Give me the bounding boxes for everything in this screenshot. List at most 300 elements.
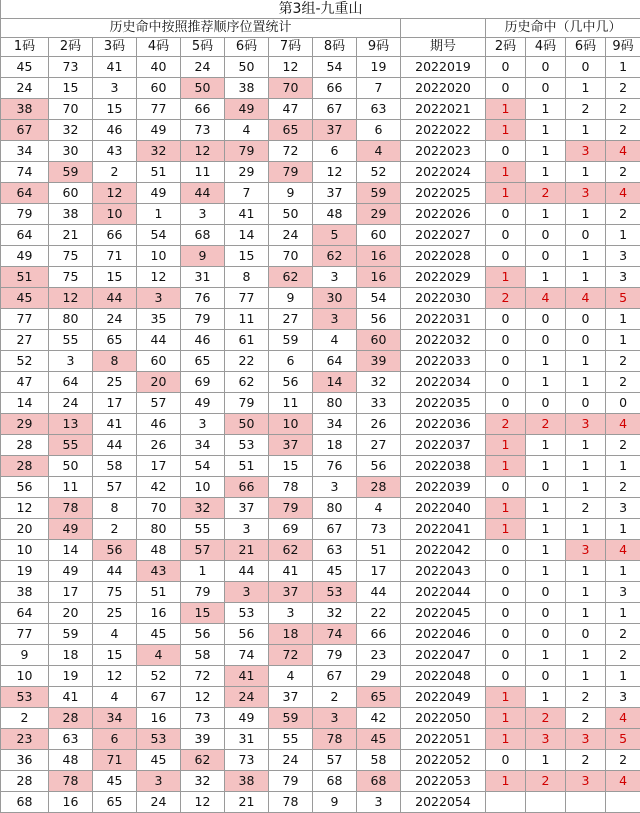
hit-count-cell: 1: [566, 645, 606, 666]
hit-count-cell: 2: [606, 120, 640, 141]
hit-count-cell: 1: [486, 771, 526, 792]
number-cell: 24: [181, 57, 225, 78]
hit-count-cell: [606, 792, 640, 813]
table-row: [1, 78, 640, 99]
number-cell: 78: [49, 498, 93, 519]
number-cell: 57: [93, 477, 137, 498]
hit-count-cell: 0: [526, 582, 566, 603]
hit-count-cell: 3: [606, 498, 640, 519]
hit-count-cell: 1: [606, 666, 640, 687]
hit-count-cell: 1: [486, 729, 526, 750]
number-cell: 12: [49, 288, 93, 309]
number-cell: 17: [49, 582, 93, 603]
hit-count-cell: 4: [606, 141, 640, 162]
number-cell: 44: [357, 582, 401, 603]
number-cell: 40: [137, 57, 181, 78]
number-cell: 33: [357, 393, 401, 414]
hit-count-cell: 0: [526, 57, 566, 78]
blank-header-cell: [401, 19, 486, 38]
hit-count-cell: 1: [526, 498, 566, 519]
hit-count-cell: 1: [566, 435, 606, 456]
number-cell: 63: [357, 99, 401, 120]
number-cell: 60: [137, 78, 181, 99]
number-cell: 45: [1, 288, 49, 309]
period-cell: 2022050: [401, 708, 486, 729]
number-cell: 13: [49, 414, 93, 435]
period-cell: 2022035: [401, 393, 486, 414]
number-cell: 12: [181, 687, 225, 708]
period-cell: 2022019: [401, 57, 486, 78]
hit-count-cell: 1: [526, 540, 566, 561]
hit-count-cell: 1: [526, 687, 566, 708]
number-cell: 11: [225, 309, 269, 330]
number-cell: 79: [313, 645, 357, 666]
hit-count-cell: 2: [606, 99, 640, 120]
number-cell: 32: [137, 141, 181, 162]
hit-count-cell: 1: [486, 456, 526, 477]
number-cell: 27: [1, 330, 49, 351]
number-cell: 44: [93, 435, 137, 456]
column-header: 3码: [93, 38, 137, 57]
number-cell: 50: [225, 414, 269, 435]
number-cell: 48: [137, 540, 181, 561]
hit-count-cell: 1: [566, 351, 606, 372]
number-cell: 34: [93, 708, 137, 729]
number-cell: 59: [269, 330, 313, 351]
column-header: 5码: [181, 38, 225, 57]
table-row: [1, 582, 640, 603]
number-cell: 44: [93, 288, 137, 309]
number-cell: 5: [313, 225, 357, 246]
table-row: [1, 498, 640, 519]
number-cell: 72: [181, 666, 225, 687]
hit-count-cell: 1: [566, 204, 606, 225]
hit-count-cell: 3: [606, 246, 640, 267]
number-cell: 3: [225, 582, 269, 603]
number-cell: 24: [269, 750, 313, 771]
number-cell: 14: [225, 225, 269, 246]
number-cell: 22: [357, 603, 401, 624]
number-cell: 20: [1, 519, 49, 540]
number-cell: 79: [225, 141, 269, 162]
number-cell: 8: [93, 498, 137, 519]
table-row: [1, 351, 640, 372]
number-cell: 56: [357, 456, 401, 477]
number-cell: 75: [49, 246, 93, 267]
period-cell: 2022044: [401, 582, 486, 603]
hit-count-cell: 2: [606, 435, 640, 456]
period-cell: 2022030: [401, 288, 486, 309]
number-cell: 38: [1, 582, 49, 603]
number-cell: 56: [1, 477, 49, 498]
number-cell: 26: [357, 414, 401, 435]
number-cell: 59: [49, 624, 93, 645]
number-cell: 27: [269, 309, 313, 330]
hit-count-cell: 1: [486, 519, 526, 540]
number-cell: 28: [357, 477, 401, 498]
hit-count-cell: 0: [566, 57, 606, 78]
number-cell: 67: [313, 519, 357, 540]
number-cell: 51: [137, 582, 181, 603]
number-cell: 16: [357, 267, 401, 288]
number-cell: 69: [269, 519, 313, 540]
number-cell: 80: [313, 498, 357, 519]
hit-count-cell: 1: [486, 162, 526, 183]
number-cell: 70: [137, 498, 181, 519]
period-cell: 2022051: [401, 729, 486, 750]
number-cell: 55: [181, 519, 225, 540]
period-cell: 2022048: [401, 666, 486, 687]
number-cell: 29: [357, 666, 401, 687]
hit-count-cell: 0: [486, 666, 526, 687]
number-cell: 12: [313, 162, 357, 183]
number-cell: 11: [181, 162, 225, 183]
number-cell: 20: [137, 372, 181, 393]
number-cell: 65: [357, 687, 401, 708]
number-cell: 46: [137, 414, 181, 435]
number-cell: 46: [181, 330, 225, 351]
table-row: [1, 456, 640, 477]
column-header: 4码: [526, 38, 566, 57]
period-cell: 2022047: [401, 645, 486, 666]
number-cell: 3: [137, 771, 181, 792]
table-row: [1, 372, 640, 393]
hit-count-cell: 0: [486, 141, 526, 162]
number-cell: 54: [137, 225, 181, 246]
number-cell: 3: [137, 288, 181, 309]
number-cell: 12: [137, 267, 181, 288]
number-cell: 2: [1, 708, 49, 729]
hit-count-cell: 1: [566, 267, 606, 288]
hit-count-cell: 1: [526, 750, 566, 771]
hit-count-cell: 5: [606, 288, 640, 309]
number-cell: 57: [313, 750, 357, 771]
number-cell: 53: [225, 603, 269, 624]
number-cell: 45: [137, 624, 181, 645]
number-cell: 77: [1, 624, 49, 645]
hit-count-cell: 0: [526, 246, 566, 267]
number-cell: 12: [93, 183, 137, 204]
hit-count-cell: 2: [486, 414, 526, 435]
number-cell: 54: [181, 456, 225, 477]
number-cell: 12: [93, 666, 137, 687]
number-cell: 71: [93, 246, 137, 267]
number-cell: 77: [1, 309, 49, 330]
number-cell: 53: [1, 687, 49, 708]
number-cell: 6: [269, 351, 313, 372]
number-cell: 76: [181, 288, 225, 309]
number-cell: 3: [181, 414, 225, 435]
table-row: [1, 687, 640, 708]
number-cell: 30: [313, 288, 357, 309]
hit-count-cell: 0: [526, 603, 566, 624]
number-cell: 32: [313, 603, 357, 624]
number-cell: 18: [269, 624, 313, 645]
number-cell: 21: [225, 792, 269, 813]
number-cell: 58: [93, 456, 137, 477]
table-row: [1, 141, 640, 162]
number-cell: 65: [93, 792, 137, 813]
number-cell: 44: [93, 561, 137, 582]
table-row: [1, 477, 640, 498]
number-cell: 57: [137, 393, 181, 414]
number-cell: 27: [357, 435, 401, 456]
number-cell: 41: [49, 687, 93, 708]
number-cell: 4: [93, 624, 137, 645]
number-cell: 79: [1, 204, 49, 225]
number-cell: 4: [357, 141, 401, 162]
period-cell: 2022024: [401, 162, 486, 183]
hit-count-cell: 1: [566, 246, 606, 267]
hit-count-cell: 2: [566, 498, 606, 519]
number-cell: 64: [313, 351, 357, 372]
number-cell: 32: [181, 498, 225, 519]
number-cell: 45: [137, 750, 181, 771]
number-cell: 37: [313, 120, 357, 141]
hit-count-cell: 3: [566, 540, 606, 561]
number-cell: 6: [313, 141, 357, 162]
period-cell: 2022029: [401, 267, 486, 288]
table-row: [1, 99, 640, 120]
number-cell: 10: [269, 414, 313, 435]
hit-count-cell: 3: [566, 771, 606, 792]
number-cell: 10: [181, 477, 225, 498]
number-cell: 59: [357, 183, 401, 204]
hit-count-cell: 1: [486, 708, 526, 729]
number-cell: 65: [93, 330, 137, 351]
number-cell: 58: [357, 750, 401, 771]
hit-count-cell: 4: [606, 708, 640, 729]
number-cell: 9: [313, 792, 357, 813]
number-cell: 68: [181, 225, 225, 246]
number-cell: 59: [269, 708, 313, 729]
table-row: [1, 540, 640, 561]
table-row: [1, 288, 640, 309]
number-cell: 55: [49, 330, 93, 351]
number-cell: 29: [357, 204, 401, 225]
table-row: [1, 120, 640, 141]
number-cell: 50: [225, 57, 269, 78]
hit-count-cell: 1: [566, 582, 606, 603]
period-cell: 2022031: [401, 309, 486, 330]
number-cell: 37: [313, 183, 357, 204]
number-cell: 25: [93, 603, 137, 624]
number-cell: 34: [1, 141, 49, 162]
period-cell: 2022026: [401, 204, 486, 225]
period-cell: 2022039: [401, 477, 486, 498]
hit-count-cell: 1: [566, 666, 606, 687]
number-cell: 16: [357, 246, 401, 267]
left-group-header: 历史命中按照推荐顺序位置统计: [1, 19, 401, 38]
number-cell: 67: [313, 99, 357, 120]
number-cell: 6: [93, 729, 137, 750]
number-cell: 75: [49, 267, 93, 288]
hit-count-cell: 1: [566, 561, 606, 582]
number-cell: 20: [49, 603, 93, 624]
hit-count-cell: 1: [606, 225, 640, 246]
hit-count-cell: 2: [606, 624, 640, 645]
hit-count-cell: 1: [486, 120, 526, 141]
period-cell: 2022027: [401, 225, 486, 246]
number-cell: 41: [225, 204, 269, 225]
number-cell: 1: [137, 204, 181, 225]
hit-count-cell: 2: [606, 645, 640, 666]
hit-count-cell: 4: [606, 540, 640, 561]
number-cell: 16: [49, 792, 93, 813]
hit-count-cell: 2: [486, 288, 526, 309]
number-cell: 66: [225, 477, 269, 498]
hit-count-cell: 2: [526, 708, 566, 729]
table-row: [1, 750, 640, 771]
number-cell: 73: [49, 57, 93, 78]
number-cell: 51: [137, 162, 181, 183]
hit-count-cell: 0: [486, 330, 526, 351]
number-cell: 6: [357, 120, 401, 141]
number-cell: 23: [1, 729, 49, 750]
number-cell: 48: [313, 204, 357, 225]
hit-count-cell: 1: [566, 78, 606, 99]
hit-count-cell: 0: [486, 372, 526, 393]
hit-count-cell: 2: [566, 99, 606, 120]
hit-count-cell: 2: [526, 414, 566, 435]
number-cell: 66: [93, 225, 137, 246]
hit-count-cell: 1: [606, 309, 640, 330]
hit-count-cell: 1: [566, 456, 606, 477]
number-cell: 3: [49, 351, 93, 372]
hit-count-cell: [486, 792, 526, 813]
number-cell: 60: [49, 183, 93, 204]
period-cell: 2022045: [401, 603, 486, 624]
hit-count-cell: 0: [486, 57, 526, 78]
hit-count-cell: 0: [566, 624, 606, 645]
number-cell: 53: [313, 582, 357, 603]
table-row: [1, 330, 640, 351]
number-cell: 17: [93, 393, 137, 414]
number-cell: 15: [181, 603, 225, 624]
number-cell: 1: [181, 561, 225, 582]
number-cell: 49: [225, 708, 269, 729]
number-cell: 73: [225, 750, 269, 771]
hit-count-cell: 0: [486, 225, 526, 246]
number-cell: 44: [137, 330, 181, 351]
number-cell: 52: [137, 666, 181, 687]
number-cell: 59: [49, 162, 93, 183]
hit-count-cell: 0: [486, 645, 526, 666]
number-cell: 74: [1, 162, 49, 183]
hit-count-cell: 0: [526, 225, 566, 246]
number-cell: 4: [225, 120, 269, 141]
hit-count-cell: 2: [526, 183, 566, 204]
column-header: 9码: [606, 38, 640, 57]
table-row: [1, 246, 640, 267]
number-cell: 66: [357, 624, 401, 645]
number-cell: 68: [357, 771, 401, 792]
title-row: [1, 0, 640, 19]
number-cell: 51: [225, 456, 269, 477]
hit-count-cell: 3: [566, 183, 606, 204]
number-cell: 45: [313, 561, 357, 582]
number-cell: 43: [93, 141, 137, 162]
number-cell: 78: [49, 771, 93, 792]
number-cell: 18: [49, 645, 93, 666]
number-cell: 62: [269, 540, 313, 561]
number-cell: 32: [49, 120, 93, 141]
number-cell: 66: [181, 99, 225, 120]
hit-count-cell: 1: [526, 372, 566, 393]
number-cell: 2: [313, 687, 357, 708]
number-cell: 4: [269, 666, 313, 687]
number-cell: 3: [181, 204, 225, 225]
hit-count-cell: 2: [566, 687, 606, 708]
table-row: [1, 204, 640, 225]
hit-count-cell: 2: [606, 162, 640, 183]
number-cell: 47: [269, 99, 313, 120]
table-row: [1, 561, 640, 582]
column-header: 8码: [313, 38, 357, 57]
hit-count-cell: 1: [526, 351, 566, 372]
number-cell: 41: [269, 561, 313, 582]
column-header: 1码: [1, 38, 49, 57]
number-cell: 3: [225, 519, 269, 540]
hit-count-cell: 0: [486, 582, 526, 603]
number-cell: 66: [313, 78, 357, 99]
number-cell: 41: [93, 57, 137, 78]
number-cell: 35: [137, 309, 181, 330]
number-cell: 62: [181, 750, 225, 771]
number-cell: 67: [313, 666, 357, 687]
number-cell: 53: [225, 435, 269, 456]
number-cell: 49: [137, 120, 181, 141]
number-cell: 56: [357, 309, 401, 330]
hit-count-cell: 1: [566, 372, 606, 393]
number-cell: 67: [137, 687, 181, 708]
hit-count-cell: 0: [486, 204, 526, 225]
number-cell: 69: [181, 372, 225, 393]
number-cell: 45: [1, 57, 49, 78]
hit-count-cell: 1: [566, 519, 606, 540]
number-cell: 78: [269, 792, 313, 813]
number-cell: 49: [181, 393, 225, 414]
hit-count-cell: 1: [526, 435, 566, 456]
hit-count-cell: 3: [566, 414, 606, 435]
number-cell: 36: [1, 750, 49, 771]
number-cell: 64: [49, 372, 93, 393]
number-cell: 4: [93, 687, 137, 708]
period-cell: 2022043: [401, 561, 486, 582]
period-cell: 2022032: [401, 330, 486, 351]
number-cell: 73: [181, 708, 225, 729]
number-cell: 37: [269, 687, 313, 708]
number-cell: 24: [137, 792, 181, 813]
number-cell: 15: [269, 456, 313, 477]
number-cell: 15: [49, 78, 93, 99]
number-cell: 64: [1, 603, 49, 624]
number-cell: 56: [93, 540, 137, 561]
number-cell: 15: [225, 246, 269, 267]
number-cell: 7: [357, 78, 401, 99]
number-cell: 64: [1, 183, 49, 204]
number-cell: 68: [313, 771, 357, 792]
period-cell: 2022036: [401, 414, 486, 435]
number-cell: 3: [269, 603, 313, 624]
hit-count-cell: 4: [606, 183, 640, 204]
group-header-row: [1, 19, 640, 38]
hit-count-cell: 0: [526, 624, 566, 645]
number-cell: 42: [357, 708, 401, 729]
number-cell: 62: [269, 267, 313, 288]
number-cell: 38: [225, 771, 269, 792]
number-cell: 64: [1, 225, 49, 246]
